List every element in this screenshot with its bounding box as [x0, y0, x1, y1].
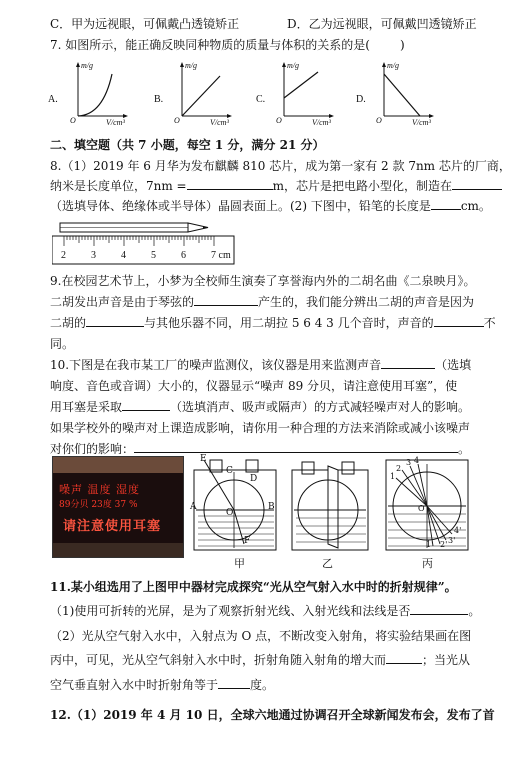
graph-c-line: [284, 72, 318, 98]
label-f: F: [244, 536, 251, 546]
bing-label-1: 1: [390, 472, 396, 481]
graph-d-origin: O: [376, 116, 382, 125]
label-c: C: [226, 466, 233, 476]
option-d: D．乙为远视眼，可佩戴凹透镜矫正: [287, 17, 477, 31]
q11-line5: 空气垂直射入水中时折射角等于 度。: [50, 678, 275, 692]
q11-line4: 丙中，可见，光从空气斜射入水中时，折射角随入射角的增大而 ；当光从: [50, 653, 471, 667]
q12-line1: 12.（1）2019 年 4 月 10 日，全球六地通过协调召开全球新闻发布会，发布了首: [50, 708, 495, 722]
ruler-tick-label: 6: [181, 250, 186, 261]
graph-a-origin: O: [70, 116, 76, 125]
graph-b-ylabel: m/g: [185, 61, 197, 70]
q10-line2: 响度、音色或音调）大小的，仪器显示“噪声 89 分贝，请注意使用耳塞”，使: [50, 379, 458, 393]
bing-label-4: 4: [414, 456, 420, 465]
q9-line2: 二胡发出声音是由于琴弦的 产生的，我们能分辨出二胡的声音是因为: [50, 295, 475, 309]
graph-a-xlabel: V/cm³: [106, 118, 125, 127]
graph-d-ylabel: m/g: [387, 61, 399, 70]
ruler-tick-label: 3: [91, 250, 96, 261]
monitor-row3: 请注意使用耳塞: [63, 519, 162, 534]
q11-line1: 11.某小组选用了上图甲中器材完成探究“光从空气射入水中时的折射规律”。: [50, 580, 457, 594]
bing-label-o: O: [418, 504, 425, 513]
graph-d-xlabel: V/cm³: [412, 118, 431, 127]
label-b: B: [268, 502, 275, 512]
q11-blank1[interactable]: [410, 603, 468, 615]
q11-line3: （2）光从空气射入水中，入射点为 O 点，不断改变入射角，将实验结果画在图: [50, 629, 472, 643]
bing-label-1p: 1': [426, 540, 434, 549]
ruler-labels: [52, 250, 238, 264]
figure-yi-svg: [288, 456, 370, 552]
figure-jia-svg: [190, 456, 278, 552]
bing-label-2p: 2': [440, 540, 448, 549]
graph-a-letter: A.: [48, 94, 58, 105]
graph-d-line: [384, 74, 420, 116]
graph-a: [48, 60, 128, 128]
graph-c-ylabel: m/g: [287, 61, 299, 70]
q11-blank2[interactable]: [386, 652, 422, 664]
bing-label-2: 2: [396, 464, 402, 473]
graph-c-xlabel: V/cm³: [312, 118, 331, 127]
q8-line1: 8.（1）2019 年 6 月华为发布麒麟 810 芯片，成为第一家有 2 款 7nm 芯片的厂商，: [50, 159, 511, 173]
q9-line1: 9.在校园艺术节上，小梦为全校师生演奏了享誉海内外的二胡名曲《二泉映月》。: [50, 274, 476, 288]
q8-line3: （选填导体、绝缘体或半导体）晶圆表面上。(2) 下图中，铅笔的长度是 cm。: [50, 199, 491, 213]
graph-b: [154, 60, 234, 128]
graph-b-xlabel: V/cm³: [210, 118, 229, 127]
q10-line1: 10.下图是在我市某工厂的噪声监测仪，该仪器是用来监测声音 （选填: [50, 358, 472, 372]
graph-b-letter: B.: [154, 94, 164, 105]
q9-blank3[interactable]: [434, 315, 484, 327]
q10-blank1[interactable]: [381, 357, 435, 369]
ruler-tick-label: 2: [61, 250, 66, 261]
monitor-row2: 89分贝 23度 37 %: [59, 500, 138, 510]
q8-blank1[interactable]: [187, 178, 273, 190]
graph-b-origin: O: [174, 116, 180, 125]
ruler-tick-label: 7 cm: [211, 250, 231, 261]
q7-stem: 7. 如图所示，能正确反映同种物质的质量与体积的关系的是( ): [50, 38, 405, 52]
caption-bing: 丙: [422, 557, 433, 570]
q11-blank3[interactable]: [218, 677, 250, 689]
q10-line3: 用耳塞是采取 （选填消声、吸声或隔声）的方式减轻噪声对人的影响。: [50, 400, 471, 414]
graph-c-letter: C.: [256, 94, 266, 105]
label-d: D: [250, 474, 258, 484]
figure-bing: [382, 456, 472, 552]
graph-b-line: [182, 76, 220, 116]
graph-d: [356, 60, 436, 128]
caption-yi: 乙: [322, 557, 333, 570]
q10-line4: 如果学校外的噪声对上课造成影响，请你用一种合理的方法来消除或减小该噪声: [50, 421, 471, 435]
ruler-tick-label: 5: [151, 250, 156, 261]
graph-c-origin: O: [276, 116, 282, 125]
q10-blank2[interactable]: [122, 399, 170, 411]
graph-c: [256, 60, 336, 128]
section-heading: 二、填空题（共 7 小题，每空 1 分，满分 21 分）: [50, 138, 325, 152]
q8-line2: 纳米是长度单位，7nm = m，芯片是把电路小型化，制造在: [50, 178, 502, 194]
q8-blank2[interactable]: [452, 178, 502, 190]
monitor-row1: 噪声 温度 湿度: [59, 483, 140, 496]
label-a: A: [190, 502, 197, 512]
q10-line5: 对你们的影响： 。: [50, 442, 471, 456]
ruler-tick-label: 4: [121, 250, 126, 261]
graph-a-ylabel: m/g: [81, 61, 93, 70]
option-c: C．甲为远视眼，可佩戴凸透镜矫正: [50, 17, 240, 31]
q9-line3: 二胡的 与其他乐器不同，用二胡拉 5 6 4 3 几个音时，声音的 不: [50, 316, 496, 330]
figure-jia: [190, 456, 278, 552]
q11-line2: （1)使用可折转的光屏，是为了观察折射光线、入射光线和法线是否 。: [50, 604, 481, 618]
noise-monitor-photo: [52, 456, 184, 558]
caption-jia: 甲: [234, 557, 245, 570]
q8-blank3[interactable]: [431, 198, 461, 210]
graph-a-curve: [78, 74, 112, 116]
q9-blank2[interactable]: [86, 315, 144, 327]
figure-yi: [288, 456, 370, 552]
graph-d-letter: D.: [356, 94, 366, 105]
label-e: E: [200, 454, 207, 464]
q10-blank3[interactable]: [134, 441, 458, 453]
q9-line4: 同。: [50, 337, 75, 351]
bing-label-3p: 3': [448, 536, 456, 545]
label-o: O: [226, 508, 234, 518]
bing-label-3: 3: [406, 458, 412, 467]
ruler-figure: [52, 220, 238, 269]
bing-label-4p: 4': [454, 526, 462, 535]
q9-blank1[interactable]: [194, 294, 258, 306]
